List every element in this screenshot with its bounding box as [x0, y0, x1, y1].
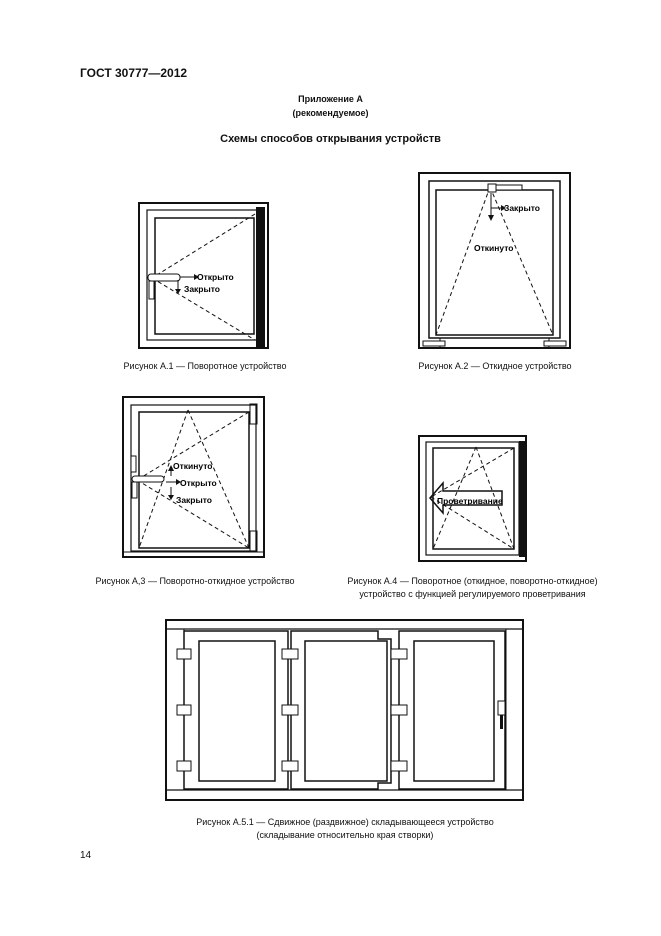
- section-title: Схемы способов открывания устройств: [220, 133, 441, 145]
- figure-a51-caption-line2: (складывание относительно края створки): [256, 830, 434, 840]
- appendix-status: (рекомендуемое): [292, 108, 369, 118]
- figure-a2-caption: Рисунок А.2 — Откидное устройство: [418, 361, 572, 371]
- figure-a4-diagram: [418, 435, 528, 563]
- figure-a3-label-closed: Закрыто: [176, 495, 213, 505]
- figure-a2-label-tilted: Откинуто: [474, 243, 514, 253]
- figure-a51-diagram: [165, 619, 525, 802]
- figure-a1-diagram: [138, 202, 270, 350]
- page-number: 14: [80, 850, 92, 861]
- figure-a4-caption-line2: устройство с функцией регулируемого проветривания: [359, 589, 586, 599]
- figure-a1-caption: Рисунок А.1 — Поворотное устройство: [123, 361, 287, 371]
- appendix-title: Приложение А: [298, 94, 363, 104]
- figure-a3-label-open: Открыто: [180, 478, 217, 488]
- standard-number: ГОСТ 30777—2012: [80, 66, 188, 80]
- figure-a3-diagram: [122, 396, 266, 560]
- figure-a1-label-closed: Закрыто: [184, 284, 221, 294]
- figure-a2-diagram: [418, 172, 572, 350]
- figure-a3-caption: Рисунок А,3 — Поворотно-откидное устройство: [95, 576, 295, 586]
- figure-a51-caption-line1: Рисунок А.5.1 — Сдвижное (раздвижное) складывающееся устройство: [196, 817, 494, 827]
- figure-a1-label-open: Открыто: [197, 272, 234, 282]
- figure-a4-label-vent: Проветривание: [437, 496, 503, 506]
- figure-a4-caption-line1: Рисунок А.4 — Поворотное (откидное, поворотно-откидное): [347, 576, 598, 586]
- figure-a2-label-closed: Закрыто: [504, 203, 541, 213]
- figure-a3-label-tilted: Откинуто: [173, 461, 213, 471]
